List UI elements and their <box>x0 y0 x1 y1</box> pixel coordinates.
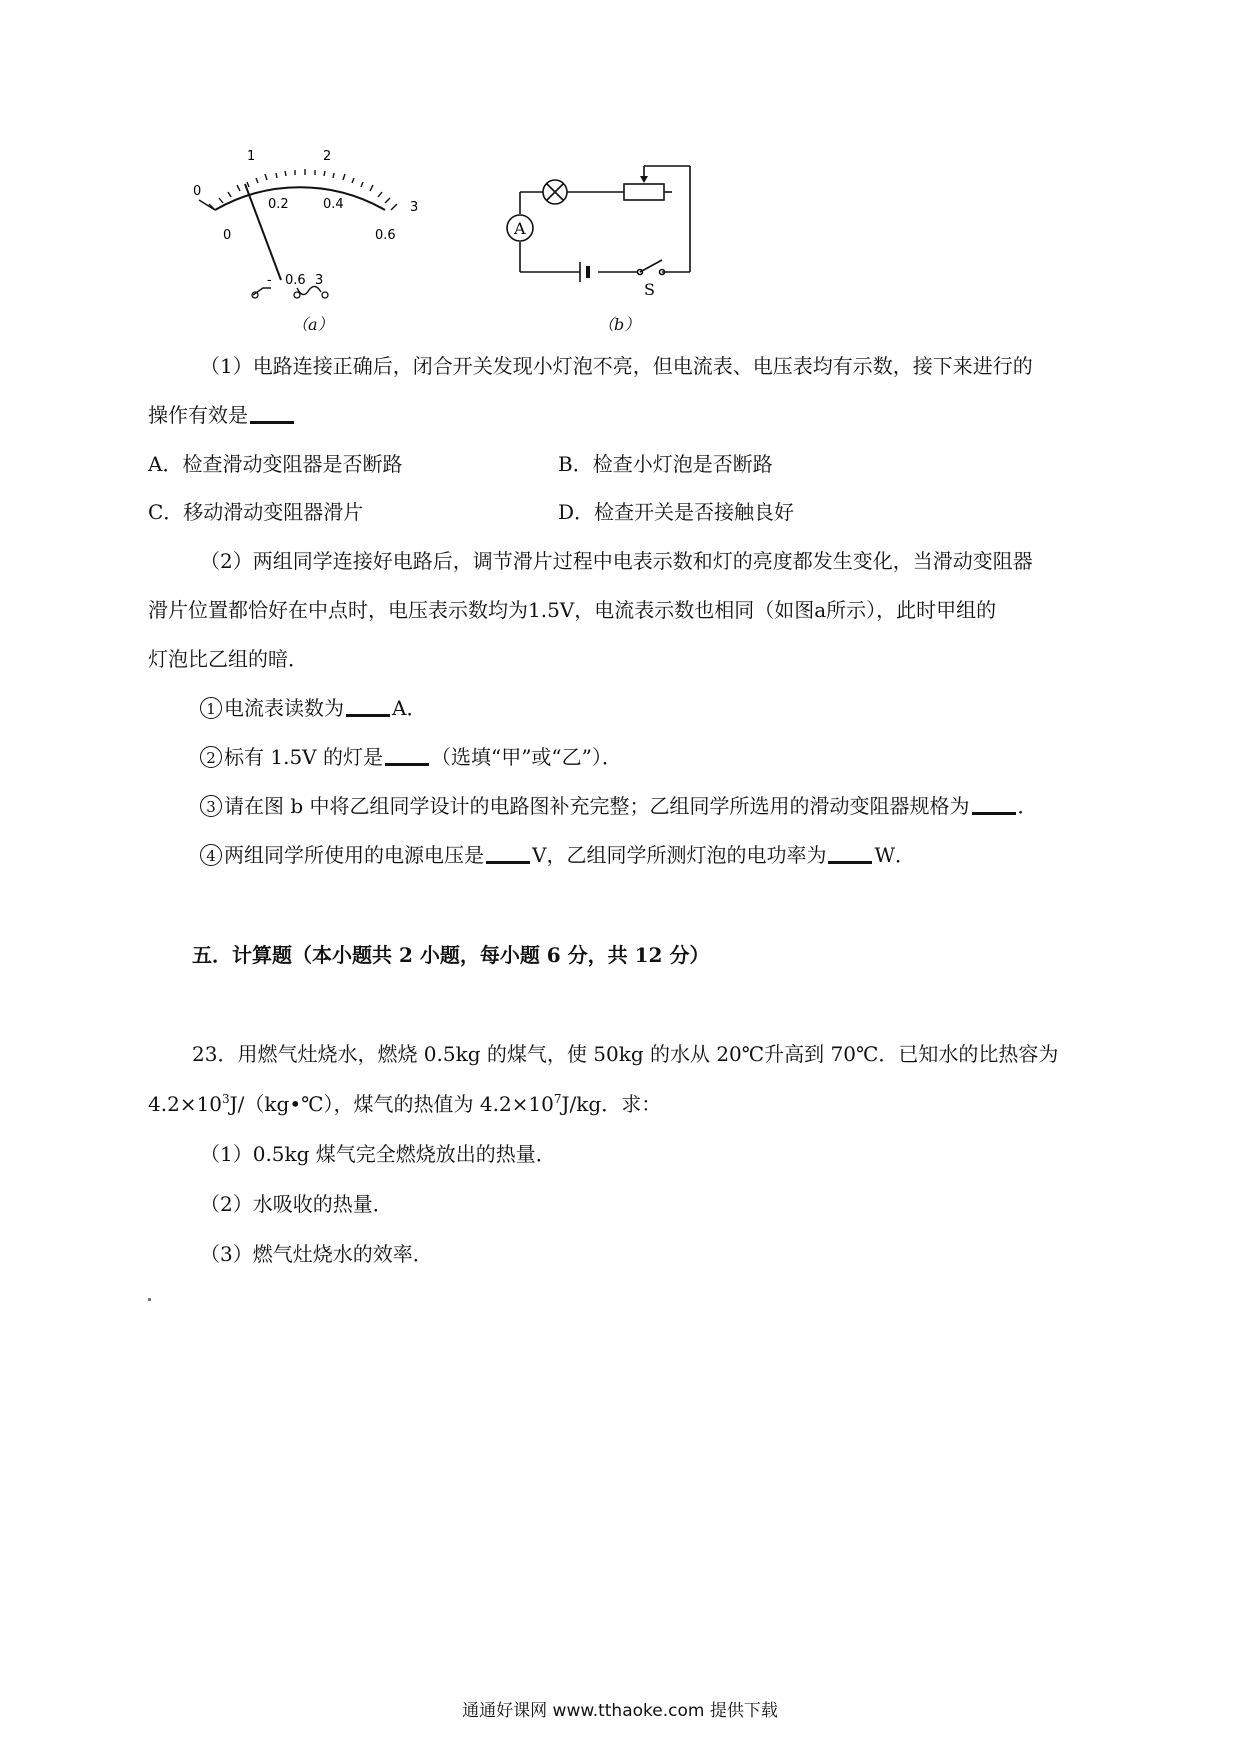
q23-sub1: （1）0.5kg 煤气完全燃烧放出的热量． <box>200 1142 556 1166</box>
q23-line2-a: 4.2×10 <box>148 1092 223 1116</box>
option-d: D．检查开关是否接触良好 <box>558 500 795 524</box>
circled-number: 2 <box>200 746 222 768</box>
q23-line2-b: J/（kg•℃），煤气的热值为 4.2×10 <box>229 1092 554 1116</box>
battery-symbol <box>580 262 588 282</box>
q23-line1: 23．用燃气灶烧水，燃烧 0.5kg 的煤气，使 50kg 的水从 20℃升高到 70℃．已知水的比热容为 <box>192 1042 1059 1066</box>
upper-tick-0: 0 <box>193 184 202 199</box>
option-c: C．移动滑动变阻器滑片 <box>148 500 364 524</box>
section-heading: 五．计算题（本小题共 2 小题，每小题 6 分，共 12 分） <box>192 943 710 967</box>
q23-sub2: （2）水吸收的热量． <box>200 1192 393 1216</box>
q22-part1-line2 <box>148 401 296 429</box>
q23-sub3: （3）燃气灶烧水的效率． <box>200 1242 433 1266</box>
answer-blank <box>972 792 1016 815</box>
answer-blank <box>828 841 872 864</box>
q22-part1-line1: （1）电路连接正确后，闭合开关发现小灯泡不亮，但电流表、电压表均有示数，接下来进行的 <box>200 354 1033 378</box>
sub1-text-a: 电流表读数为 <box>224 696 344 720</box>
circuit-diagram-figure <box>490 162 710 302</box>
q22-sub2 <box>200 743 622 771</box>
sub4-text-c: W． <box>874 843 916 867</box>
figure-a-caption: （a） <box>292 315 334 334</box>
sub3-text-b: ． <box>1017 794 1038 818</box>
lamp-symbol <box>543 180 567 204</box>
switch-label: S <box>644 280 655 299</box>
circled-number: 3 <box>200 795 222 817</box>
upper-tick-1: 1 <box>247 150 256 164</box>
ammeter-label: A <box>514 219 526 238</box>
circled-number: 1 <box>200 697 222 719</box>
dial-tick-marks <box>209 169 397 210</box>
sub2-text-b: （选填“甲”或“乙”）． <box>430 745 622 769</box>
sub3-text-a: 请在图 b 中将乙组同学设计的电路图补充完整；乙组同学所选用的滑动变阻器规格为 <box>224 794 970 818</box>
answer-blank <box>346 694 390 717</box>
q23-line2 <box>148 1090 661 1118</box>
dial-left-lead <box>199 200 215 210</box>
exponent-7: 7 <box>553 1092 562 1106</box>
q22-sub3 <box>200 792 1038 820</box>
q22-part2-line1: （2）两组同学连接好电路后，调节滑片过程中电表示数和灯的亮度都发生变化，当滑动变阻器 <box>200 549 1033 573</box>
q22-part2-line3: 灯泡比乙组的暗． <box>148 647 308 671</box>
sub4-text-b: V，乙组同学所测灯泡的电功率为 <box>532 843 827 867</box>
figure-b-caption: （b） <box>598 315 641 334</box>
answer-blank <box>250 401 294 424</box>
option-b: B．检查小灯泡是否断路 <box>558 452 773 476</box>
lower-tick-02: 0.2 <box>268 197 289 212</box>
rheostat-symbol <box>624 176 664 200</box>
option-a: A．检查滑动变阻器是否断路 <box>148 452 403 476</box>
footer-watermark: 通通好课网 www.tthaoke.com 提供下载 <box>462 1701 778 1721</box>
circuit-wires <box>520 166 690 272</box>
ammeter-symbol <box>507 215 533 241</box>
q22-sub4 <box>200 841 915 869</box>
upper-tick-3: 3 <box>410 200 419 215</box>
answer-blank <box>486 841 530 864</box>
q22-part1-text: 操作有效是 <box>148 403 248 427</box>
ammeter-dial-figure <box>185 150 445 310</box>
terminal-minus: - <box>267 273 272 288</box>
terminal-3: 3 <box>315 273 324 288</box>
q23-line2-c: J/kg．求： <box>561 1092 662 1116</box>
lower-tick-0: 0 <box>223 228 232 243</box>
sub4-text-a: 两组同学所使用的电源电压是 <box>224 843 484 867</box>
answer-blank <box>385 743 429 766</box>
lower-tick-06: 0.6 <box>375 228 396 243</box>
exponent-3: 3 <box>222 1092 230 1106</box>
upper-tick-2: 2 <box>323 150 332 164</box>
lower-tick-04: 0.4 <box>323 197 344 212</box>
terminal-06: 0.6 <box>285 273 306 288</box>
circled-number: 4 <box>200 844 222 866</box>
stray-dot <box>148 1298 151 1301</box>
switch-symbol <box>638 260 665 275</box>
q22-sub1 <box>200 694 426 722</box>
sub1-text-b: A． <box>392 696 427 720</box>
sub2-text-a: 标有 1.5V 的灯是 <box>224 745 383 769</box>
q22-part2-line2: 滑片位置都恰好在中点时，电压表示数均为1.5V，电流表示数也相同（如图a所示），此时甲组的 <box>148 598 997 622</box>
